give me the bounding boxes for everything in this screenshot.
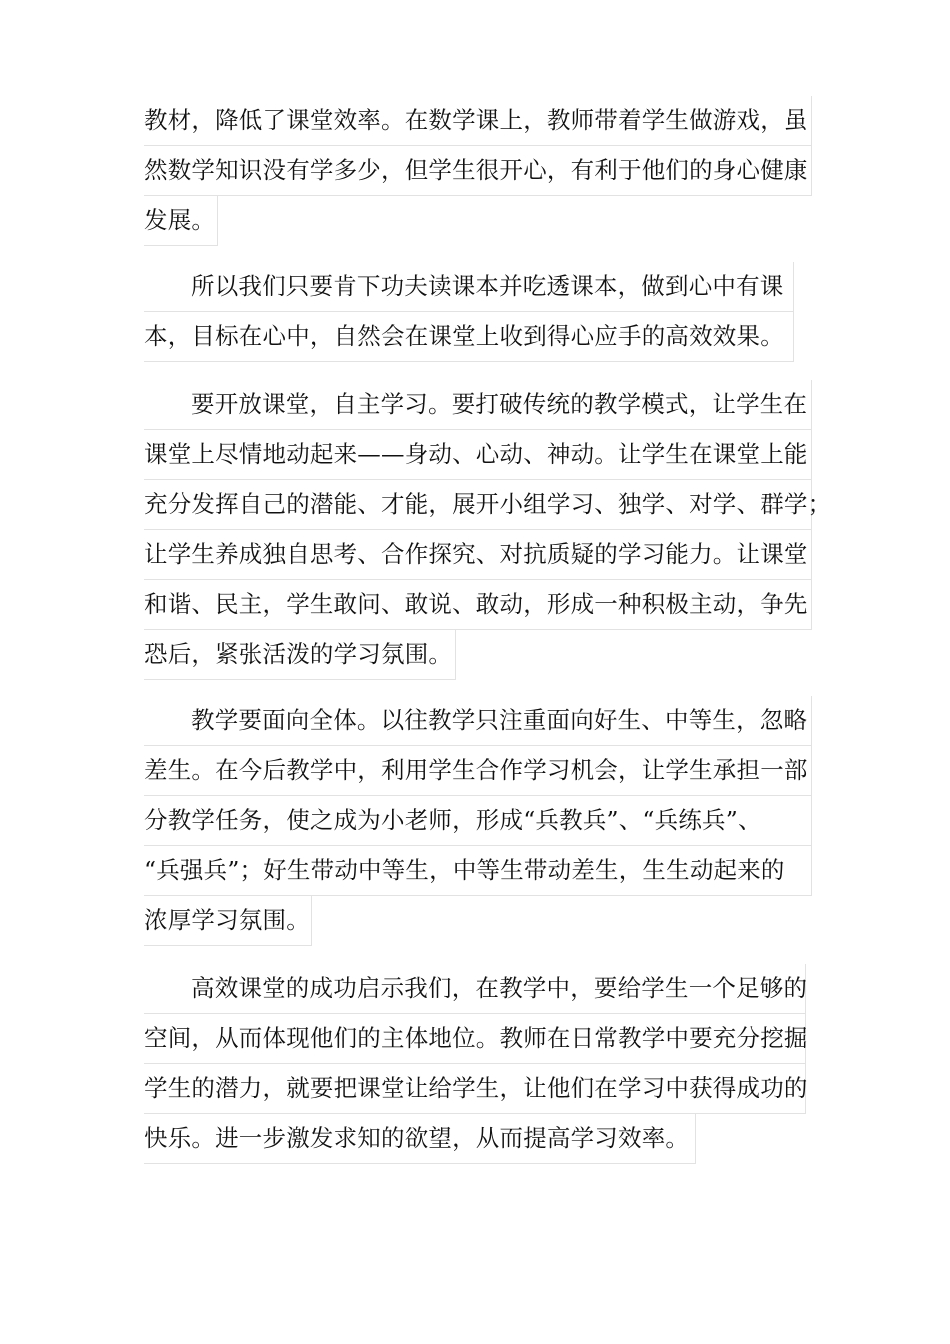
text-line: 浓厚学习氛围。	[144, 896, 312, 946]
paragraph-5	[144, 964, 806, 1164]
text-line: 然数学知识没有学多少，但学生很开心，有利于他们的身心健康	[144, 146, 812, 196]
text-line: 学生的潜力，就要把课堂让给学生，让他们在学习中获得成功的	[144, 1064, 806, 1114]
text-line: 空间，从而体现他们的主体地位。教师在日常教学中要充分挖掘	[144, 1014, 806, 1064]
text-line: 和谐、民主，学生敢问、敢说、敢动，形成一种积极主动，争先	[144, 580, 812, 630]
text-line: 恐后，紧张活泼的学习氛围。	[144, 630, 456, 680]
text-line: 让学生养成独自思考、合作探究、对抗质疑的学习能力。让课堂	[144, 530, 812, 580]
paragraph-2	[144, 262, 794, 362]
text-line: 高效课堂的成功启示我们，在教学中，要给学生一个足够的	[144, 964, 806, 1014]
text-line: 要开放课堂，自主学习。要打破传统的教学模式，让学生在	[144, 380, 812, 430]
text-line: 所以我们只要肯下功夫读课本并吃透课本，做到心中有课	[144, 262, 794, 312]
text-line: 分教学任务，使之成为小老师，形成“兵教兵”、“兵练兵”、	[144, 796, 812, 846]
text-line: 充分发挥自己的潜能、才能，展开小组学习、独学、对学、群学；	[144, 480, 812, 530]
text-line: 教材，降低了课堂效率。在数学课上，教师带着学生做游戏，虽	[144, 96, 812, 146]
text-line: “兵强兵”；好生带动中等生，中等生带动差生，生生动起来的	[144, 846, 812, 896]
text-line: 差生。在今后教学中，利用学生合作学习机会，让学生承担一部	[144, 746, 812, 796]
text-line: 快乐。进一步激发求知的欲望，从而提高学习效率。	[144, 1114, 696, 1164]
text-line: 发展。	[144, 196, 218, 246]
text-line: 本，目标在心中，自然会在课堂上收到得心应手的高效效果。	[144, 312, 794, 362]
text-line: 课堂上尽情地动起来——身动、心动、神动。让学生在课堂上能	[144, 430, 812, 480]
text-line: 教学要面向全体。以往教学只注重面向好生、中等生，忽略	[144, 696, 812, 746]
paragraph-4	[144, 696, 812, 946]
paragraph-3	[144, 380, 832, 680]
paragraph-1	[144, 96, 812, 246]
